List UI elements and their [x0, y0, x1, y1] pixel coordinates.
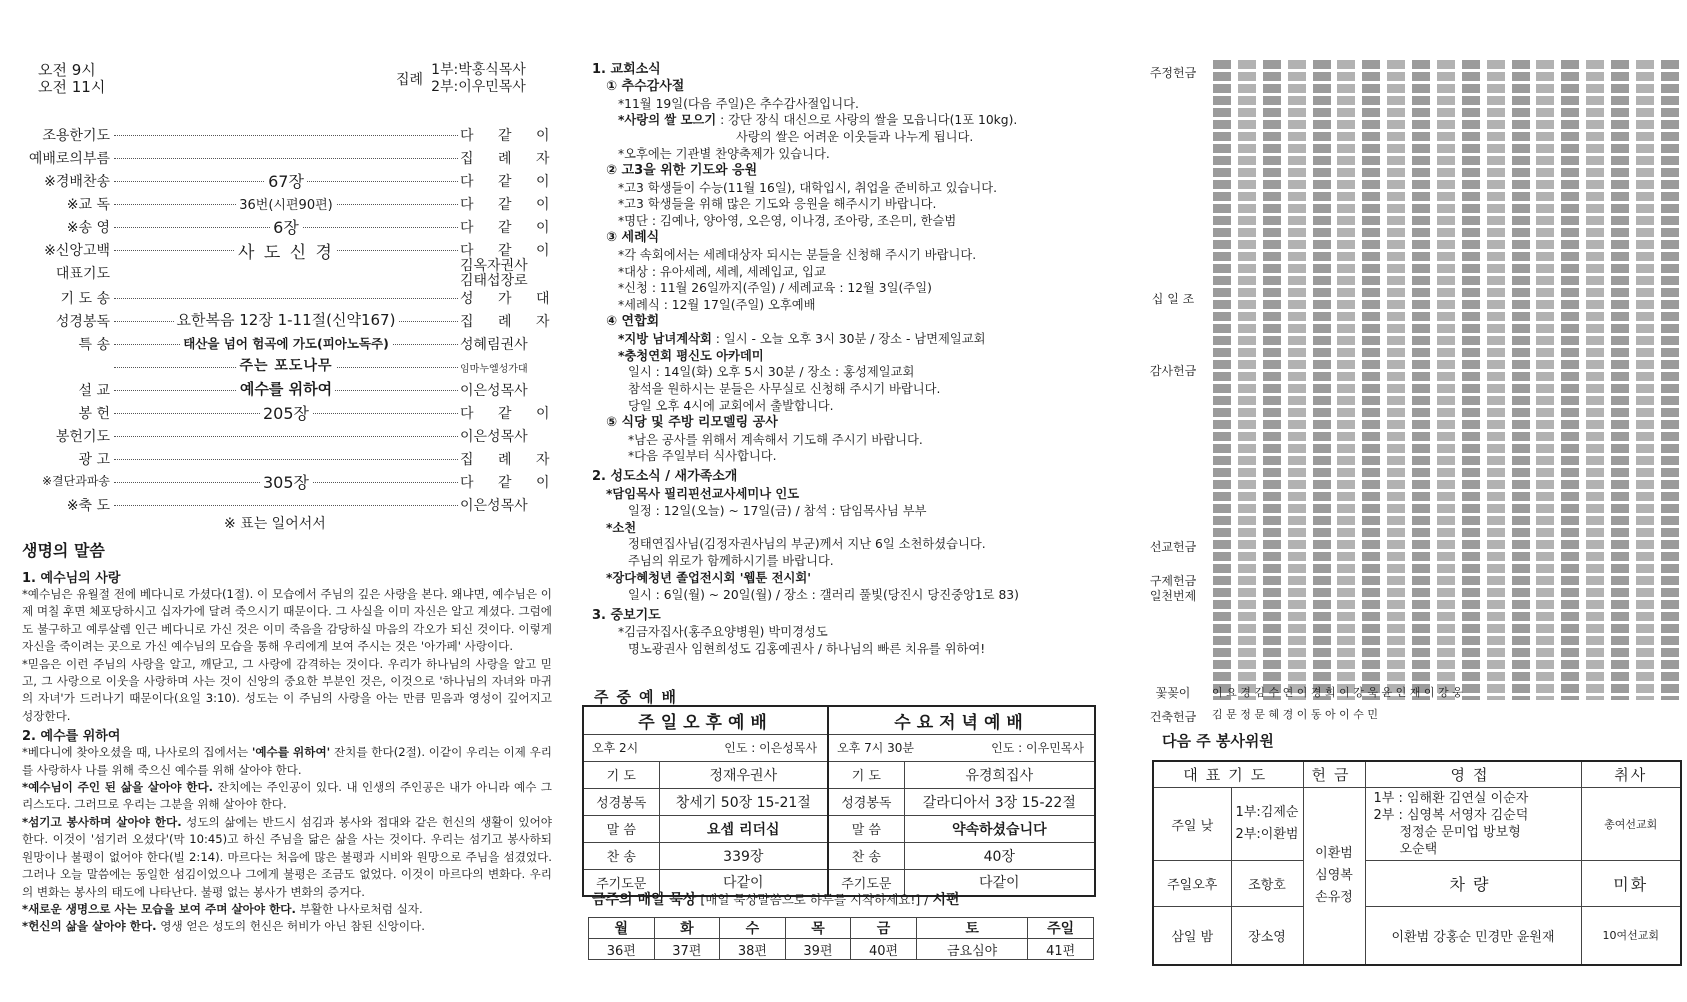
news-line: *충청연회 평신도 아카데미 [618, 348, 764, 363]
table-row: 삼일 밤 장소영 이환범 강홍순 민경만 윤원재 10여선교회 [1153, 907, 1681, 965]
news-item-title: ② 고3을 위한 기도와 응원 [606, 162, 758, 178]
offering-name-column [1511, 60, 1531, 700]
offering-name-column [1436, 60, 1456, 700]
sunday-pm-info: 오후 2시 인도 : 이은성목사 [583, 734, 828, 761]
order-row: 기 도 송 성 가 대 [60, 291, 560, 307]
weekly-services-table [582, 705, 1096, 897]
offering-label: 건축헌금 [1149, 710, 1197, 724]
table-row: 주일오후 조항호 차량 미화 [1153, 861, 1681, 907]
table-row: 기 도 정재우권사 기 도 유경희집사 [583, 761, 1095, 788]
order-row: 대표기도 김옥자권사 김태섭장로 [55, 258, 528, 289]
volunteers-title: 다음 주 봉사위원 [1162, 732, 1274, 750]
news-line: *지방 남녀계삭회 : 일시 - 오늘 오후 3시 30분 / 장소 - 남면제일교회 [618, 331, 986, 346]
news-line: *11월 19일(다음 주일)은 추수감사절입니다. [618, 96, 859, 111]
news-item-title: ③ 세례식 [606, 229, 660, 245]
offering-name-column [1610, 60, 1630, 700]
offering-name-column [1411, 60, 1431, 700]
news-line: *세례식 : 12월 17일(주일) 오후예배 [618, 298, 816, 313]
news-heading: 3. 중보기도 [592, 607, 661, 623]
news-line: *고3 학생들이 수능(11월 16일), 대학입시, 취업을 준비하고 있습니다. [618, 180, 998, 195]
news-heading: 2. 성도소식 / 새가족소개 [592, 469, 738, 485]
leader-1: 1부:박홍식목사 [431, 62, 526, 78]
offering-name-column [1336, 60, 1356, 700]
news-line: 당일 오후 4시에 교회에서 출발합니다. [628, 398, 834, 413]
wednesday-info: 오후 7시 30분 인도 : 이우민목사 [828, 734, 1095, 761]
news-line: *신청 : 11월 26일까지(주일) / 세례교육 : 12월 3일(주일) [618, 281, 932, 296]
news-line: 사랑의 쌀은 어려운 이웃들과 나누게 됩니다. [736, 130, 974, 145]
news-line: *담임목사 필리핀선교사세미나 인도 [606, 486, 800, 501]
volunteers-table [1152, 760, 1682, 966]
word-paragraph: *예수님이 주인 된 삶을 살아야 한다. 잔치에는 주인공이 있다. 내 인생의 주인공은 내가 아니라 예수 그리스도다. 그러므로 우리는 그분을 위해 살아야 한다. [22, 780, 552, 812]
weekly-title: 주중예배 [594, 688, 684, 706]
offering-name-column [1461, 60, 1481, 700]
word-paragraph: *새로운 생명으로 사는 모습을 보여 주며 살아야 한다. 부활한 나사로처럼 실자. [22, 901, 423, 916]
word-paragraph: *믿음은 이런 주님의 사랑을 알고, 깨닫고, 그 사랑에 감격하는 것이다. 우리가 하나님의 사랑을 알고 믿고, 그 사랑으로 이웃을 사랑하며 사는 것이 신앙의 중요한 부분인 것은, 이것으로 '하나님의 자녀와 마귀의 자녀'가 드러나기 때문이다(요일 3:10). 성도는 이 주님의 사랑을 아는 만큼 믿음과 영성이 깊어지고 성장한다. [22, 656, 552, 723]
order-row: 예배로의부름 집 례 자 [28, 151, 560, 167]
table-row: 주기도문 다같이 주기도문 다같이 [583, 869, 1095, 896]
order-row: ※결단과파송 305장 다 같 이 [41, 473, 560, 492]
news-line: 참석을 원하시는 분들은 사무실로 신청해 주시기 바랍니다. [628, 382, 941, 397]
table-row: 성경봉독 창세기 50장 15-21절 성경봉독 갈라디아서 3장 15-22절 [583, 788, 1095, 815]
news-item-title: ⑤ 식당 및 주방 리모델링 공사 [606, 414, 778, 430]
service-time-2: 오전 11시 [38, 78, 106, 96]
word-paragraph: *예수님은 유월절 전에 베다니로 가셨다(1절). 이 모습에서 주님의 깊은 사랑을 본다. 왜냐면, 예수님은 이제 며칠 후면 체포당하시고 십자가에 달려 죽으시기 때문이다. 그 사실을 이미 자신은 알고 계셨다. 그럼에도 불구하고 예루살렘 인근 베다니로 가신 것은 이미 죽음을 감당하실 마음의 각오가 되신 것이다. 이렇게 자신을 죽이려는 곳으로 가신 예수님의 모습을 통해 우리에게 보여 주시는 것은 '아가페' 사랑이다. [22, 587, 552, 654]
order-row: 성경봉독 요한복음 12장 1-11절(신약167) 집 례 자 [55, 311, 560, 330]
stand-note: ※ 표는 일어서서 [224, 516, 326, 532]
table-row: 월 화 수 목 금 토 주일 [589, 918, 1094, 939]
news-line: *오후에는 기관별 찬양축제가 있습니다. [618, 146, 830, 161]
table-row: 주일 낮 1부:김제순 2부:이환범 이환범 심영복 손유정 1부 : 임해환 김연실 이순자 2부 : 심영복 서영자 김순덕 정정순 문미업 방보형 오순택 총여선교회 [1153, 788, 1681, 861]
offering-name-column [1535, 60, 1555, 700]
news-line: *명단 : 김예나, 양아영, 오은영, 이나경, 조아랑, 조은미, 한슬범 [618, 214, 957, 229]
news-line: *고3 학생들을 위해 많은 기도와 응원을 해주시기 바랍니다. [618, 197, 937, 212]
news-line: *각 속회에서는 세례대상자 되시는 분들을 신청해 주시기 바랍니다. [618, 247, 977, 262]
word-paragraph: *헌신의 삶을 살아야 한다. 영생 얻은 성도의 헌신은 허비가 아닌 참된 신앙이다. [22, 919, 425, 934]
wednesday-title: 수요저녁예배 [828, 706, 1095, 734]
order-row: ※교 독 36번(시편90편) 다 같 이 [66, 197, 560, 213]
offering-name-column [1660, 60, 1680, 700]
order-row: 봉헌기도 이은성목사 [55, 429, 528, 445]
offering-label: 십 일 조 [1151, 292, 1195, 306]
word-section-2: 2. 예수를 위하여 [22, 729, 121, 745]
news-line: 일시 : 14일(화) 오후 5시 30분 / 장소 : 홍성제일교회 [628, 365, 915, 380]
offering-label: 감사헌금 [1149, 364, 1197, 378]
order-row: 설 교 예수를 위하여 이은성목사 [78, 380, 528, 399]
offering-name-column [1237, 60, 1257, 700]
offering-name-column [1287, 60, 1307, 700]
offering-name-column [1312, 60, 1332, 700]
order-row: 조용한기도 다 같 이 [42, 128, 560, 144]
offering-name-column [1262, 60, 1282, 700]
order-row: ※축 도 이은성목사 [66, 498, 528, 514]
offering-name-column [1486, 60, 1506, 700]
word-paragraph: *섬기고 봉사하며 살아야 한다. 성도의 삶에는 반드시 섬김과 봉사와 접대와 같은 헌신의 생활이 있어야 한다. 이것이 '섬기러 오셨다'(막 10:45)고 하신 주님을 닮은 삶을 사는 것이다. 우리는 섬기고 봉사하되 원망이나 불평이 없어야 한다(빌 2:14). 마르다는 처음에 많은 불평과 시비와 원망으로 주님을 섬겼었다. 그러나 오늘 말씀에는 동일한 섬김이었으나 그에게 불평은 조금도 없었다. 이것이 마르다의 변화다. 우리의 변화는 봉사의 태도에 나타난다. 불평 없는 봉사가 변화의 증거다. [22, 814, 552, 899]
word-paragraph: *베다니에 찾아오셨을 때, 나사로의 집에서는 '예수를 위하여' 잔치를 한다(2절). 이같이 우리는 이제 우리를 사랑하사 나를 위해 죽으신 예수를 위해 살아야 한다. [22, 745, 552, 777]
news-line: *다음 주일부터 식사합니다. [628, 449, 777, 464]
offering-label: 주정헌금 [1149, 66, 1197, 80]
news-line: 주님의 위로가 함께하시기를 바랍니다. [628, 554, 834, 569]
church-news [592, 62, 1112, 658]
news-line: *사랑의 쌀 모으기 : 강단 장식 대신으로 사랑의 쌀을 모읍니다(1포 10kg). [618, 113, 1018, 128]
news-line: 일정 : 12일(오늘) ~ 17일(금) / 참석 : 담임목사님 부부 [628, 503, 927, 518]
news-line: *장다혜청년 졸업전시회 '웹툰 전시회' [606, 570, 811, 585]
news-line: *소천 [606, 520, 637, 535]
flower-names: 이 요 경 김 수 연 이 경 희 이 강 욱 윤 인 재 이 강 웅 [1212, 686, 1463, 699]
news-line: 일시 : 6일(월) ~ 20일(월) / 장소 : 갤러리 풀빛(당진시 당진중앙1로 83) [628, 587, 1019, 602]
meditation-line: 금주의 매일 묵상 [매일 묵상말씀으로 하루를 시작하세요!] / 시편 [592, 892, 960, 908]
leader-2: 2부:이우민목사 [431, 79, 526, 95]
order-row: ※경배찬송 67장 다 같 이 [44, 172, 560, 191]
meditation-table [588, 917, 1094, 960]
offering-name-column [1386, 60, 1406, 700]
table-row: 찬 송 339장 찬 송 40장 [583, 842, 1095, 869]
order-row: 광 고 집 례 자 [78, 452, 560, 468]
building-names: 김 문 정 문 혜 경 이 동 아 이 수 민 [1212, 708, 1378, 721]
offering-name-column [1635, 60, 1655, 700]
news-line: 정태연집사님(김정자권사님의 부군)께서 지난 6일 소천하셨습니다. [628, 537, 986, 552]
table-row: 대표기도 헌금 영접 취사 [1153, 761, 1681, 788]
leader-label: 집례 [396, 72, 424, 88]
news-item-title: ④ 연합회 [606, 313, 660, 329]
news-line: *김금자집사(홍주요양병원) 박미경성도 [618, 625, 828, 640]
service-leaders [396, 62, 526, 96]
service-time-1: 오전 9시 [38, 61, 96, 79]
table-row: 말 씀 요셉 리더십 말 씀 약속하셨습니다 [583, 815, 1095, 842]
offering-label: 구제헌금 일천번제 [1149, 574, 1197, 603]
worship-order [14, 122, 560, 515]
offering-name-column [1212, 60, 1232, 700]
news-heading: 1. 교회소식 [592, 62, 661, 77]
offering-name-columns [1212, 60, 1680, 700]
word-of-life [22, 538, 552, 936]
word-section-1: 1. 예수님의 사랑 [22, 571, 121, 586]
order-row: ※신앙고백 사 도 신 경 다 같 이 [44, 243, 560, 263]
order-row: 봉 헌 205장 다 같 이 [78, 404, 560, 423]
order-row: 특 송 태산을 넘어 험곡에 가도(피아노독주) 성혜림권사 [78, 336, 528, 353]
news-line: *대상 : 유아세례, 세례, 세례입교, 입교 [618, 264, 826, 279]
order-row: ※송 영 6장 다 같 이 [66, 218, 560, 237]
sunday-pm-title: 주일오후예배 [583, 706, 828, 734]
offering-name-column [1361, 60, 1381, 700]
word-title: 생명의 말씀 [22, 541, 105, 560]
offering-name-column [1585, 60, 1605, 700]
offering-name-column [1560, 60, 1580, 700]
news-line: *남은 공사를 위해서 계속해서 기도해 주시기 바랍니다. [628, 432, 923, 447]
offering-label: 선교헌금 [1149, 540, 1197, 554]
offering-label: 꽃꽂이 [1155, 686, 1191, 700]
news-item-title: ① 추수감사절 [606, 78, 685, 94]
service-times [38, 62, 105, 96]
order-row: 주는 포도나무 임마누엘성가대 [14, 354, 544, 377]
table-row: 36편 37편 38편 39편 40편 금요심야 41편 [589, 939, 1094, 960]
news-line: 명노광권사 임현희성도 김홍예권사 / 하나님의 빠른 치유를 위하여! [628, 642, 986, 657]
